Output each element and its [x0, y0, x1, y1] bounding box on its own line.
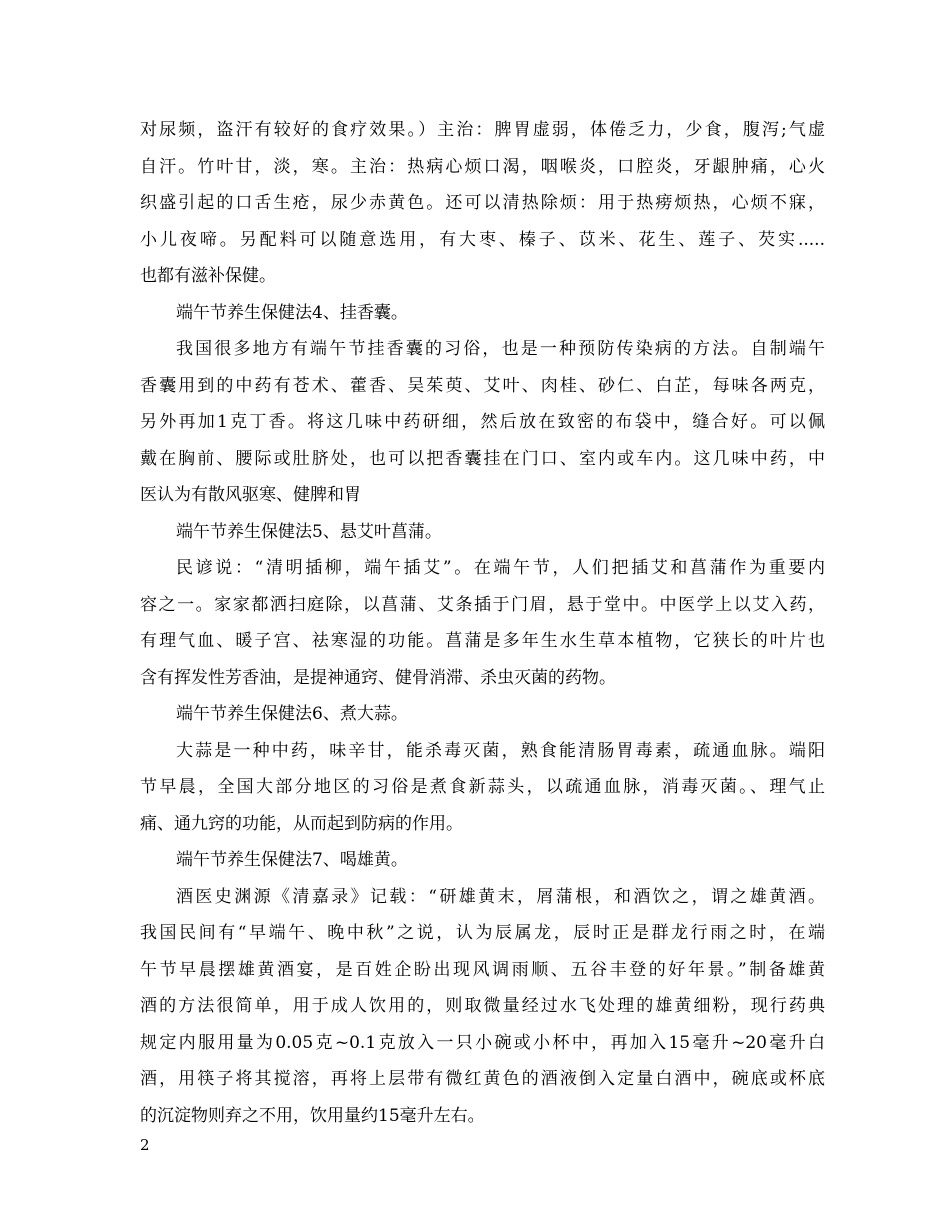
paragraph-line: 香囊用到的中药有苍术、藿香、吴茱萸、艾叶、肉桂、砂仁、白芷，每味各两克， [140, 375, 825, 396]
paragraph-line: 容之一。家家都洒扫庭除，以菖蒲、艾条插于门眉，悬于堂中。中医学上以艾入药， [140, 594, 825, 615]
paragraph-line: 我国很多地方有端午节挂香囊的习俗，也是一种预防传染病的方法。自制端午 [176, 339, 825, 359]
paragraph-line: 也都有滋补保健。 [140, 266, 276, 286]
page-number: 2 [140, 1136, 150, 1154]
paragraph-line: 大蒜是一种中药，味辛甘，能杀毒灭菌，熟食能清肠胃毒素，疏通血脉。端阳 [176, 740, 825, 761]
paragraph-line: 酒医史渊源《清嘉录》记载：“研雄黄末，屑蒲根，和酒饮之，谓之雄黄酒。 [176, 886, 825, 907]
paragraph-line: 我国民间有“早端午、晚中秋”之说，认为辰属龙，辰时正是群龙行雨之时，在端 [140, 923, 825, 943]
paragraph-line: 织盛引起的口舌生疮，尿少赤黄色。还可以清热除烦：用于热痨烦热，心烦不寐， [140, 193, 825, 213]
section-heading: 端午节养生保健法6、煮大蒜。 [176, 704, 408, 724]
paragraph-line: 医认为有散风驱寒、健脾和胃 [140, 485, 361, 505]
section-heading: 端午节养生保健法7、喝雄黄。 [176, 850, 408, 870]
paragraph-line: 规定内服用量为0.05克~0.1克放入一只小碗或小杯中，再加入15毫升~20毫升白 [140, 1032, 825, 1053]
section-heading: 端午节养生保健法4、挂香囊。 [176, 302, 408, 323]
paragraph-line: 自汗。竹叶甘，淡，寒。主治：热病心烦口渴，咽喉炎，口腔炎，牙龈肿痛，心火 [140, 156, 825, 177]
paragraph-line: 民谚说：“清明插柳，端午插艾”。在端午节，人们把插艾和菖蒲作为重要内 [176, 558, 825, 578]
paragraph-line: 的沉淀物则弃之不用，饮用量约15毫升左右。 [140, 1105, 485, 1126]
paragraph-line: 痛、通九窍的功能，从而起到防病的作用。 [140, 813, 463, 834]
paragraph-line: 另外再加1克丁香。将这几味中药研细，然后放在致密的布袋中，缝合好。可以佩 [140, 412, 825, 432]
paragraph-line: 午节早晨摆雄黄酒宴，是百姓企盼出现风调雨顺、五谷丰登的好年景。”制备雄黄 [140, 959, 825, 980]
paragraph-line: 对尿频，盗汗有较好的食疗效果。）主治：脾胃虚弱，体倦乏力，少食，腹泻;气虚 [140, 120, 825, 140]
paragraph-line: 小儿夜啼。另配料可以随意选用，有大枣、榛子、苡米、花生、莲子、芡实..... [140, 229, 825, 250]
paragraph-line: 酒的方法很简单，用于成人饮用的，则取微量经过水飞处理的雄黄细粉，现行药典 [140, 996, 825, 1016]
paragraph-line: 戴在胸前、腰际或肚脐处，也可以把香囊挂在门口、室内或车内。这几味中药，中 [140, 448, 825, 469]
paragraph-line: 含有挥发性芳香油，是提神通窍、健骨消滞、杀虫灭菌的药物。 [140, 667, 616, 688]
paragraph-line: 节早晨，全国大部分地区的习俗是煮食新蒜头，以疏通血脉，消毒灭菌。、理气止 [140, 777, 825, 797]
paragraph-line: 酒，用筷子将其搅溶，再将上层带有微红黄色的酒液倒入定量白酒中，碗底或杯底 [140, 1069, 825, 1089]
section-heading: 端午节养生保健法5、悬艾叶菖蒲。 [176, 521, 442, 542]
document-body [140, 112, 825, 1134]
paragraph-line: 有理气血、暖子宫、祛寒湿的功能。菖蒲是多年生水生草本植物，它狭长的叶片也 [140, 631, 825, 651]
